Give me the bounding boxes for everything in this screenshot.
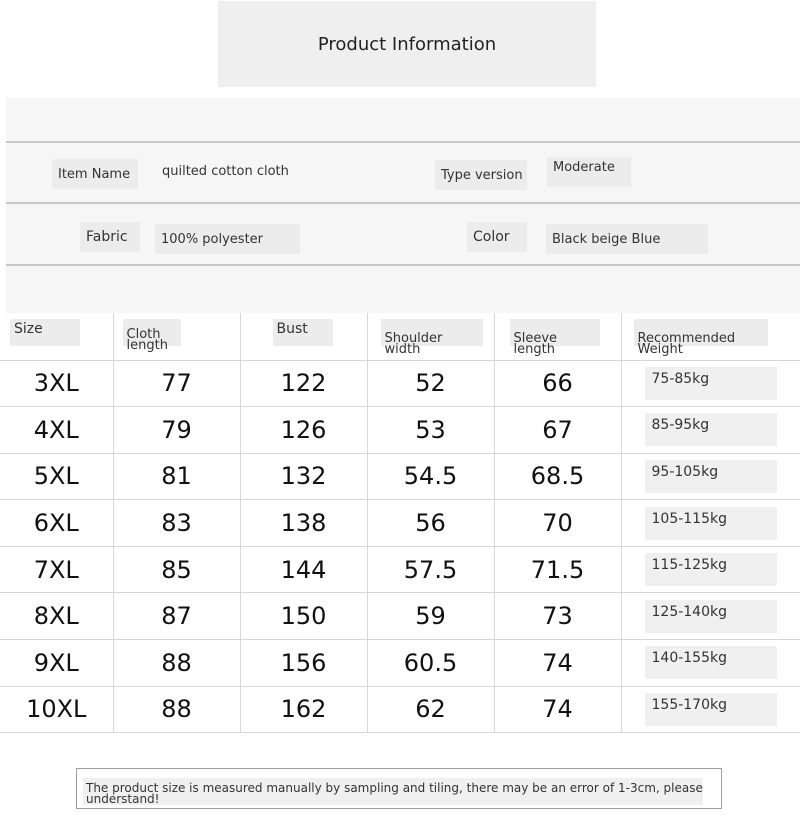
type-version-label: Type version xyxy=(435,160,527,190)
color-value: Black beige Blue xyxy=(546,224,708,254)
table-row xyxy=(0,360,800,407)
weight-cell: 125-140kg xyxy=(621,593,800,640)
size-cell: 3XL xyxy=(0,360,113,407)
header-bust: Bust xyxy=(240,313,367,360)
cloth-length-cell: 88 xyxy=(113,686,240,733)
cloth-length-cell: 88 xyxy=(113,640,240,687)
table-row xyxy=(0,640,800,687)
measurement-note: The product size is measured manually by sampling and tiling, there may be an error of 1-3cm, please understand! xyxy=(83,778,703,805)
shoulder-width-cell: 56 xyxy=(367,500,494,547)
divider xyxy=(6,141,800,143)
size-cell: 9XL xyxy=(0,640,113,687)
table-row xyxy=(0,407,800,454)
divider xyxy=(6,202,800,204)
bust-cell: 126 xyxy=(240,407,367,454)
header-cloth-length: Cloth length xyxy=(113,313,240,360)
bust-cell: 138 xyxy=(240,500,367,547)
size-cell: 4XL xyxy=(0,407,113,454)
shoulder-width-cell: 53 xyxy=(367,407,494,454)
bust-cell: 150 xyxy=(240,593,367,640)
sleeve-length-cell: 68.5 xyxy=(494,453,621,500)
sleeve-length-cell: 67 xyxy=(494,407,621,454)
shoulder-width-cell: 62 xyxy=(367,686,494,733)
weight-cell: 75-85kg xyxy=(621,360,800,407)
table-header-row xyxy=(0,313,800,360)
sleeve-length-cell: 71.5 xyxy=(494,546,621,593)
table-row xyxy=(0,593,800,640)
weight-cell: 140-155kg xyxy=(621,640,800,687)
measurement-note-box xyxy=(76,768,722,809)
table-row xyxy=(0,453,800,500)
shoulder-width-cell: 60.5 xyxy=(367,640,494,687)
page-title: Product Information xyxy=(218,1,596,87)
weight-cell: 115-125kg xyxy=(621,546,800,593)
header-recommended-weight: Recommended Weight xyxy=(621,313,800,360)
bust-cell: 144 xyxy=(240,546,367,593)
cloth-length-cell: 79 xyxy=(113,407,240,454)
divider xyxy=(6,264,800,266)
shoulder-width-cell: 59 xyxy=(367,593,494,640)
sleeve-length-cell: 74 xyxy=(494,686,621,733)
size-cell: 10XL xyxy=(0,686,113,733)
size-chart-table xyxy=(0,313,800,733)
bust-cell: 162 xyxy=(240,686,367,733)
fabric-label: Fabric xyxy=(80,222,140,252)
weight-cell: 95-105kg xyxy=(621,453,800,500)
cloth-length-cell: 83 xyxy=(113,500,240,547)
item-name-value: quilted cotton cloth xyxy=(162,164,289,179)
fabric-value: 100% polyester xyxy=(155,224,300,254)
table-row xyxy=(0,500,800,547)
size-cell: 6XL xyxy=(0,500,113,547)
shoulder-width-cell: 54.5 xyxy=(367,453,494,500)
bust-cell: 132 xyxy=(240,453,367,500)
product-info-panel xyxy=(6,97,800,313)
header-sleeve-length: Sleeve length xyxy=(494,313,621,360)
table-row xyxy=(0,546,800,593)
weight-cell: 105-115kg xyxy=(621,500,800,547)
bust-cell: 122 xyxy=(240,360,367,407)
type-version-value: Moderate xyxy=(547,157,631,187)
item-name-label: Item Name xyxy=(52,159,138,189)
sleeve-length-cell: 66 xyxy=(494,360,621,407)
sleeve-length-cell: 74 xyxy=(494,640,621,687)
weight-cell: 155-170kg xyxy=(621,686,800,733)
bust-cell: 156 xyxy=(240,640,367,687)
cloth-length-cell: 77 xyxy=(113,360,240,407)
cloth-length-cell: 81 xyxy=(113,453,240,500)
sleeve-length-cell: 70 xyxy=(494,500,621,547)
cloth-length-cell: 85 xyxy=(113,546,240,593)
shoulder-width-cell: 57.5 xyxy=(367,546,494,593)
table-row xyxy=(0,686,800,733)
size-cell: 5XL xyxy=(0,453,113,500)
color-label: Color xyxy=(467,222,527,252)
weight-cell: 85-95kg xyxy=(621,407,800,454)
cloth-length-cell: 87 xyxy=(113,593,240,640)
size-cell: 7XL xyxy=(0,546,113,593)
header-size: Size xyxy=(0,313,113,360)
shoulder-width-cell: 52 xyxy=(367,360,494,407)
sleeve-length-cell: 73 xyxy=(494,593,621,640)
header-shoulder-width: Shoulder width xyxy=(367,313,494,360)
size-cell: 8XL xyxy=(0,593,113,640)
